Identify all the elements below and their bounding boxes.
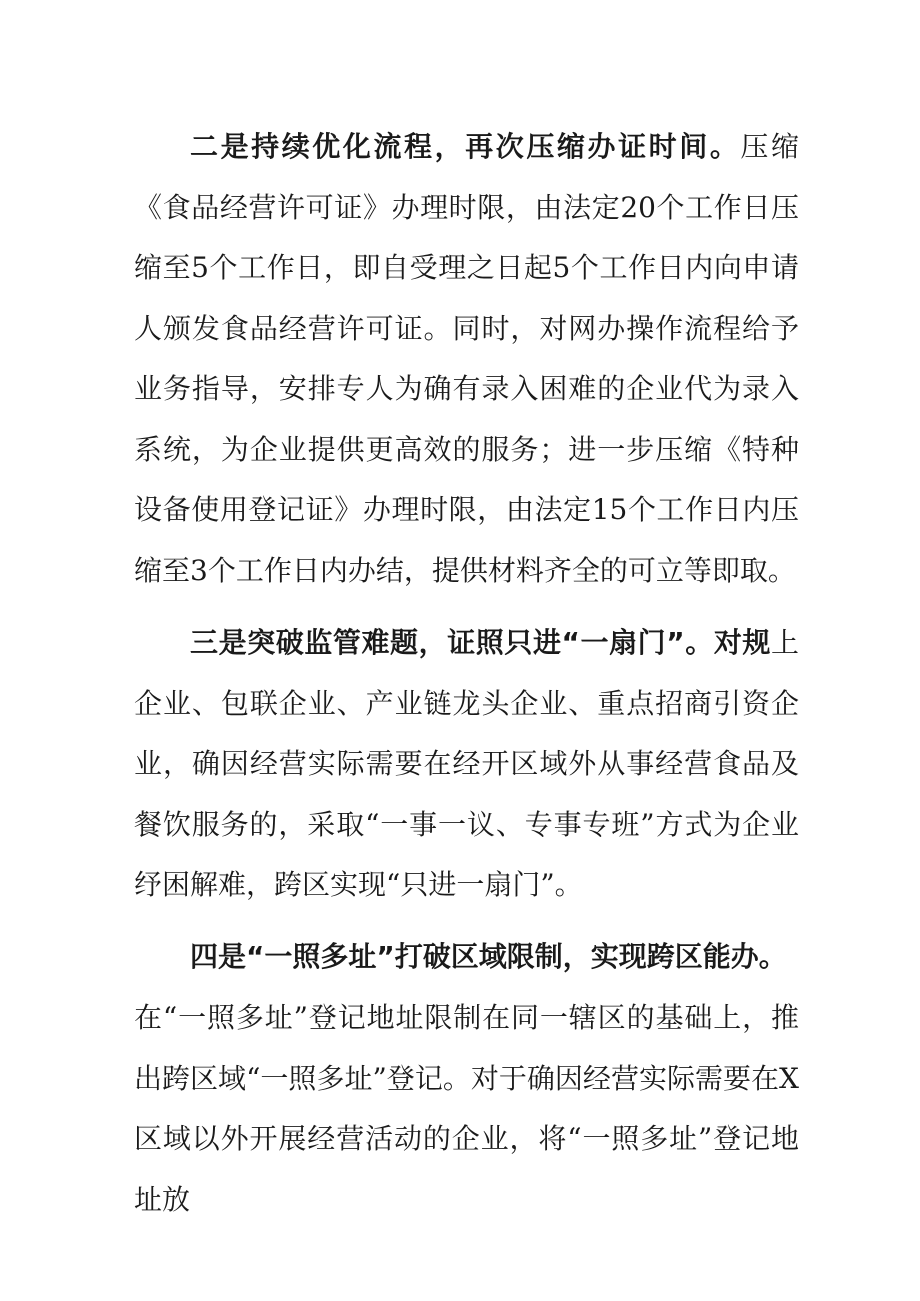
paragraph-supervision-breakthrough [134,613,799,916]
paragraph-body: 压缩《食品经营许可证》办理时限，由法定20个工作日压缩至5个工作日，即自受理之日起5个工作日内向申请人颁发食品经营许可证。同时，对网办操作流程给予业务指导，安排专人为确有录入困难的企业代为录入系统，为企业提供更高效的服务；进一步压缩《特种设备使用登记证》办理时限，由法定15个工作日内压缩至3个工作日内办结，提供材料齐全的可立等即取。 [134,130,799,587]
paragraph-one-license-multi-address-heading [134,927,799,988]
paragraph-body: 上企业、包联企业、产业链龙头企业、重点招商引资企业，确因经营实际需要在经开区域外从事经营食品及餐饮服务的，采取“一事一议、专事专班”方式为企业纾困解难，跨区实现“只进一扇门”。 [134,626,799,901]
paragraph-streamline-process [134,117,799,601]
paragraph-heading: 四是“一照多址”打破区域限制，实现跨区能办。 [190,940,787,973]
paragraph-heading: 二是持续优化流程，再次压缩办证时间。 [190,130,741,163]
paragraph-heading: 三是突破监管难题，证照只进“一扇门”。对规 [190,626,771,659]
paragraph-one-license-multi-address-body [134,988,799,1230]
paragraph-body: 在“一照多址”登记地址限制在同一辖区的基础上，推出跨区域“一照多址”登记。对于确因经营实际需要在X区域以外开展经营活动的企业，将“一照多址”登记地址放 [134,1001,799,1216]
